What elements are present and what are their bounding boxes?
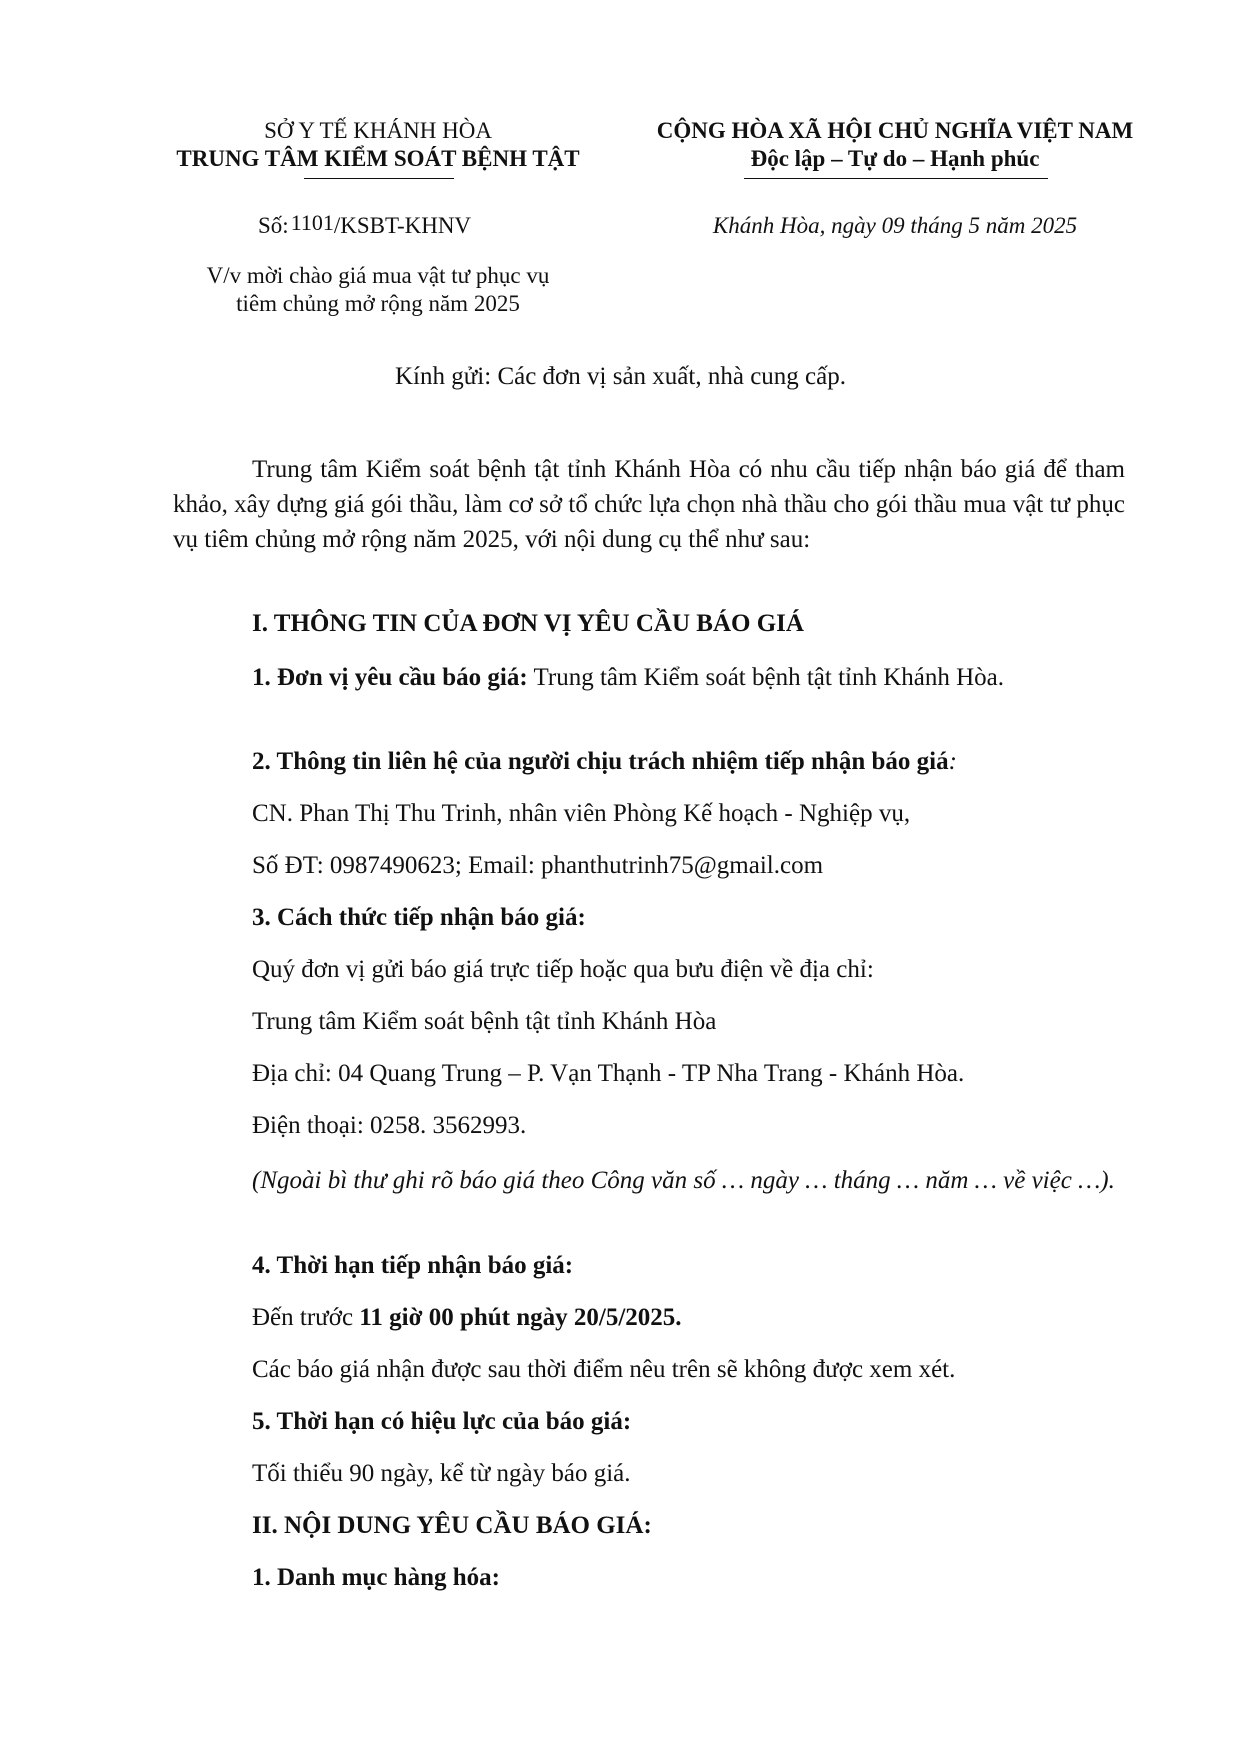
section-1-item-4: 4. Thời hạn tiếp nhận báo giá: (252, 1252, 574, 1279)
section-1-item-1 (173, 660, 1125, 695)
section-1-title: I. THÔNG TIN CỦA ĐƠN VỊ YÊU CẦU BÁO GIÁ (252, 610, 804, 637)
doc-number-suffix: /KSBT-KHNV (333, 213, 472, 238)
section-2-title: II. NỘI DUNG YÊU CẦU BÁO GIÁ: (252, 1512, 652, 1539)
section-2-item-1: 1. Danh mục hàng hóa: (252, 1564, 500, 1591)
item-3-note: (Ngoài bì thư ghi rõ báo giá theo Công văn số … ngày … tháng … năm … về việc …). (252, 1167, 1115, 1194)
item-1-label: 1. Đơn vị yêu cầu báo giá: (252, 664, 528, 691)
org-underline (304, 178, 454, 179)
motto: Độc lập – Tự do – Hạnh phúc (750, 146, 1040, 171)
item-4-note: Các báo giá nhận được sau thời điểm nêu trên sẽ không được xem xét. (252, 1356, 956, 1383)
item-3-line-1: Quý đơn vị gửi báo giá trực tiếp hoặc qua bưu điện về địa chỉ: (252, 956, 874, 983)
item-3-line-3: Địa chỉ: 04 Quang Trung – P. Vạn Thạnh - TP Nha Trang - Khánh Hòa. (252, 1060, 965, 1087)
subject-line-2: tiêm chủng mở rộng năm 2025 (236, 291, 520, 316)
contact-phone-email: Số ĐT: 0987490623; Email: phanthutrinh75@gmail.com (252, 852, 824, 879)
item-3-line-2: Trung tâm Kiểm soát bệnh tật tỉnh Khánh Hòa (252, 1008, 717, 1035)
org-name: TRUNG TÂM KIỂM SOÁT BỆNH TẬT (176, 146, 580, 171)
item-5-text: Tối thiểu 90 ngày, kể từ ngày báo giá. (252, 1460, 631, 1487)
doc-number-value: 1101 (290, 210, 334, 235)
item-4-prefix: Đến trước (252, 1304, 360, 1331)
motto-underline (744, 178, 1048, 179)
section-1-item-2 (252, 746, 957, 778)
item-3-line-4: Điện thoại: 0258. 3562993. (252, 1112, 527, 1139)
country-name: CỘNG HÒA XÃ HỘI CHỦ NGHĨA VIỆT NAM (656, 118, 1134, 143)
recipient-line: Kính gửi: Các đơn vị sản xuất, nhà cung cấp. (395, 363, 846, 390)
item-2-colon: : (948, 748, 957, 775)
org-parent: SỞ Y TẾ KHÁNH HÒA (264, 118, 492, 143)
intro-paragraph: Trung tâm Kiểm soát bệnh tật tỉnh Khánh Hòa có nhu cầu tiếp nhận báo giá để tham khảo, xây dựng giá gói thầu, làm cơ sở tổ chức lựa chọn nhà thầu cho gói thầu mua vật tư phục vụ tiêm chủng mở rộng năm 2025, với nội dung cụ thể như sau: (173, 456, 1125, 553)
doc-number (258, 212, 471, 240)
item-4-deadline: 11 giờ 00 phút ngày 20/5/2025. (359, 1304, 682, 1331)
contact-person: CN. Phan Thị Thu Trinh, nhân viên Phòng Kế hoạch - Nghiệp vụ, (252, 800, 911, 827)
item-1-text: Trung tâm Kiểm soát bệnh tật tỉnh Khánh Hòa. (527, 664, 1005, 691)
section-1-item-3: 3. Cách thức tiếp nhận báo giá: (252, 904, 586, 931)
date-line: Khánh Hòa, ngày 09 tháng 5 năm 2025 (712, 213, 1078, 238)
doc-number-prefix: Số: (258, 213, 289, 238)
subject-line-1: V/v mời chào giá mua vật tư phục vụ (206, 263, 550, 288)
item-2-label: 2. Thông tin liên hệ của người chịu trách nhiệm tiếp nhận báo giá (252, 748, 949, 775)
item-4-deadline-line (252, 1302, 682, 1334)
section-1-item-5: 5. Thời hạn có hiệu lực của báo giá: (252, 1408, 632, 1435)
